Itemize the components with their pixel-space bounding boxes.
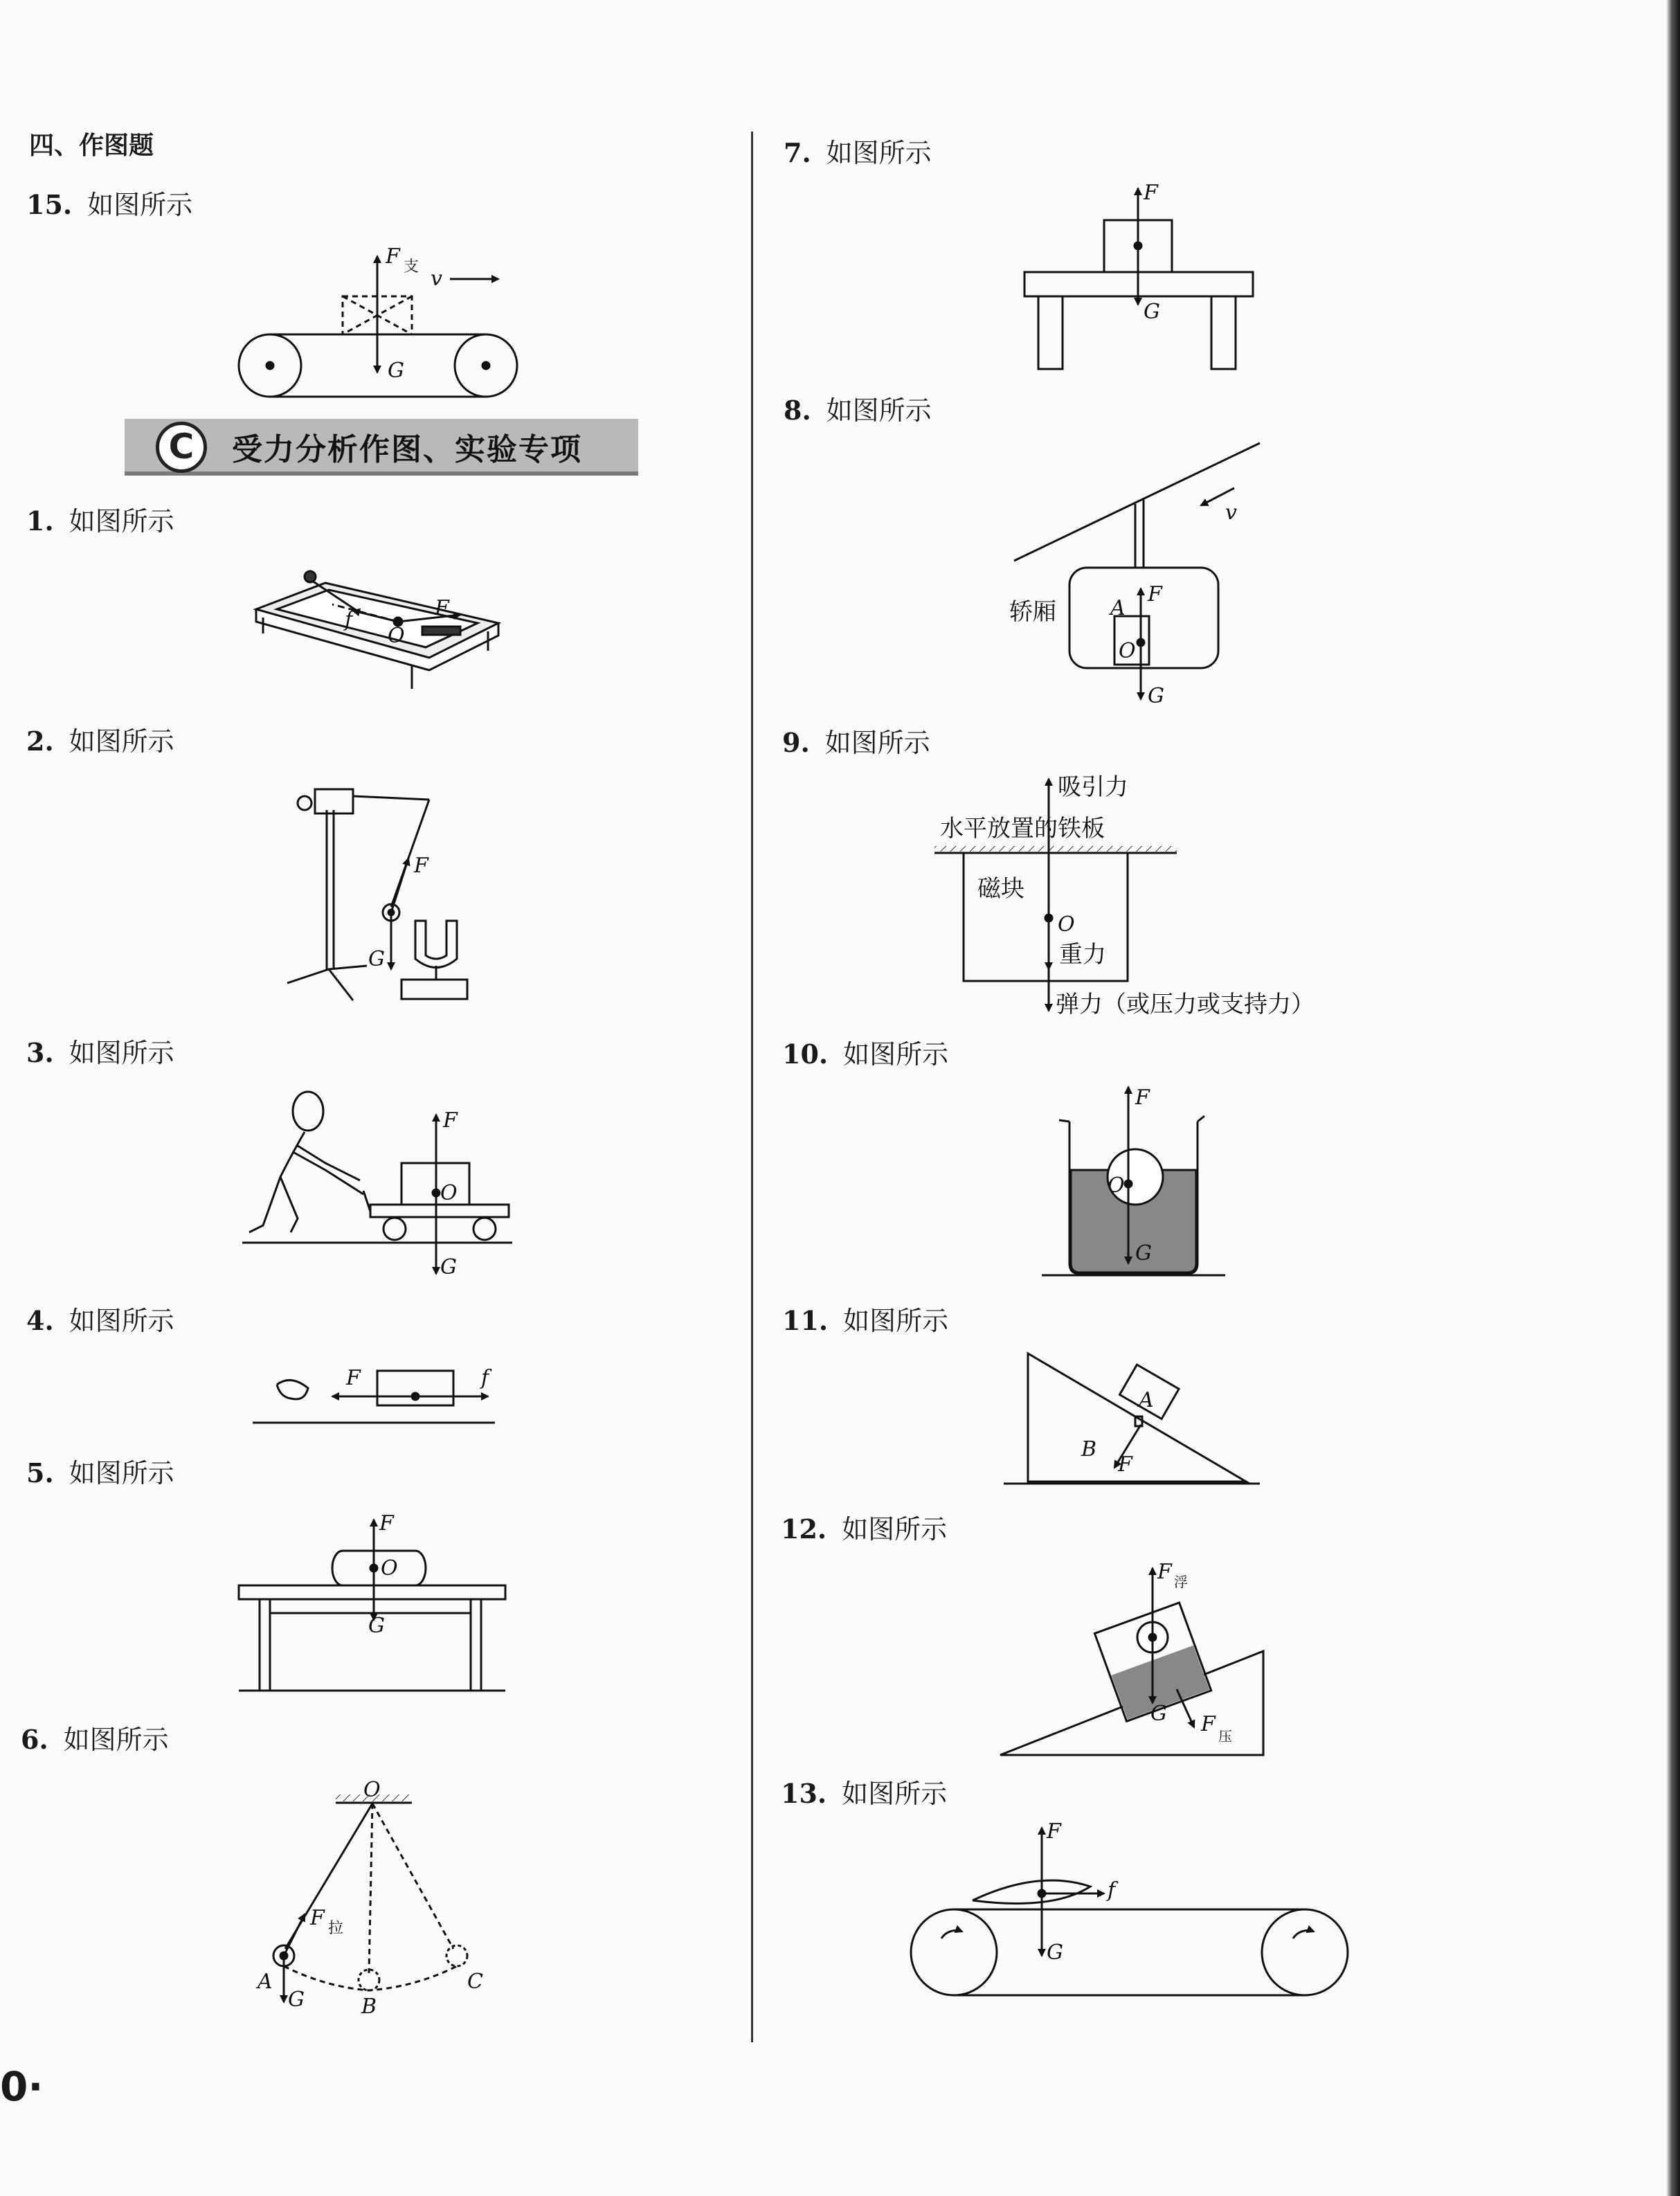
question-4: 4. 如图所示 [26, 1305, 174, 1336]
q4-label-f-small: f [481, 1366, 489, 1390]
q8-label-f: F [1148, 582, 1162, 606]
q6-label-c: C [467, 1970, 483, 1994]
banner-title: 受力分析作图、实验专项 [232, 432, 582, 467]
diagram-q1-table [256, 571, 498, 689]
diagram-q3-cart [242, 1092, 512, 1274]
question-3: 3. 如图所示 [26, 1037, 174, 1068]
q10-label-o: O [1108, 1173, 1125, 1198]
q6-label-sub-la: 拉 [328, 1920, 344, 1937]
question-2: 2. 如图所示 [26, 726, 174, 757]
question-7: 7. 如图所示 [784, 137, 932, 168]
q11-label-b: B [1081, 1437, 1097, 1461]
diagram-q5-table [239, 1520, 505, 1691]
diagram-q6-pendulum [273, 1794, 467, 2002]
q15-label-f: F [386, 244, 400, 269]
q3-label-g: G [440, 1255, 457, 1279]
q6-label-o: O [363, 1778, 381, 1802]
q10-label-f: F [1135, 1086, 1150, 1110]
diagram-q4-block [253, 1371, 495, 1423]
q5-label-g: G [368, 1614, 385, 1638]
q6-label-a: A [258, 1970, 273, 1994]
diagram-q7-bench [1024, 188, 1253, 369]
q8-label-a: A [1110, 596, 1126, 620]
question-11: 11. 如图所示 [782, 1305, 949, 1336]
page-number: 0· [0, 2063, 44, 2110]
q1-label-o: O [388, 624, 405, 648]
section-title: 四、作图题 [29, 132, 154, 160]
diagram-q12-beaker [1000, 1568, 1263, 1755]
q7-label-g: G [1144, 300, 1160, 324]
q4-label-f-big: F [346, 1366, 361, 1390]
q2-label-f: F [414, 854, 428, 878]
question-9: 9. 如图所示 [782, 727, 930, 758]
q8-label-jiaoxiang: 轿厢 [1009, 598, 1056, 626]
diagram-q9-magnet [934, 779, 1177, 1011]
banner-letter: C [156, 422, 207, 473]
question-10: 10. 如图所示 [782, 1038, 949, 1070]
q13-label-g: G [1047, 1941, 1063, 1965]
q7-label-f: F [1144, 181, 1158, 205]
q6-label-f: F [310, 1906, 325, 1930]
q12-label-sub-ya: 压 [1218, 1728, 1232, 1745]
q6-label-g: G [288, 1988, 305, 2012]
q3-label-o: O [440, 1181, 458, 1205]
q9-label-tieban: 水平放置的铁板 [940, 815, 1105, 843]
q13-label-f: F [1047, 1819, 1061, 1844]
q15-label-g: G [388, 359, 404, 383]
q8-label-v: v [1225, 501, 1237, 525]
q3-label-f: F [443, 1108, 458, 1133]
q9-label-xiyinli: 吸引力 [1058, 773, 1128, 801]
question-15: 15. 如图所示 [26, 189, 193, 220]
q15-label-v: v [431, 267, 442, 291]
question-1: 1. 如图所示 [26, 505, 174, 537]
q12-label-f-ya: F [1201, 1712, 1216, 1736]
question-6: 6. 如图所示 [21, 1724, 169, 1755]
q13-label-f-small: f [1108, 1878, 1116, 1902]
q5-label-o: O [381, 1556, 398, 1581]
diagram-q10-beaker [1042, 1087, 1225, 1275]
q1-label-f-big: F [435, 596, 449, 620]
q8-label-o: O [1119, 639, 1136, 663]
q15-label-sub-zhi: 支 [404, 258, 419, 276]
diagram-q15-conveyor [239, 256, 517, 397]
q6-label-b: B [361, 1995, 377, 2019]
q9-label-tanli: 弹力（或压力或支持力） [1056, 991, 1315, 1018]
question-8: 8. 如图所示 [784, 395, 932, 426]
q11-label-a: A [1139, 1388, 1154, 1412]
question-5: 5. 如图所示 [26, 1457, 174, 1488]
question-13: 13. 如图所示 [781, 1778, 948, 1809]
q2-label-g: G [368, 947, 385, 971]
q10-label-g: G [1135, 1241, 1152, 1266]
q12-label-sub-fu: 浮 [1174, 1574, 1188, 1590]
q12-label-g: G [1150, 1702, 1167, 1726]
q12-label-f: F [1157, 1560, 1172, 1584]
question-12: 12. 如图所示 [781, 1513, 948, 1545]
diagram-q13-conveyor [911, 1828, 1348, 1995]
q8-label-g: G [1148, 684, 1164, 708]
q9-label-cikuai: 磁块 [977, 875, 1024, 903]
q5-label-f: F [379, 1511, 394, 1536]
q1-label-f-small: f [345, 608, 353, 632]
q9-label-o: O [1058, 912, 1075, 937]
diagram-q8-cablecar [1014, 443, 1260, 699]
q11-label-f: F [1118, 1452, 1132, 1477]
q9-label-zhongli: 重力 [1059, 941, 1106, 969]
